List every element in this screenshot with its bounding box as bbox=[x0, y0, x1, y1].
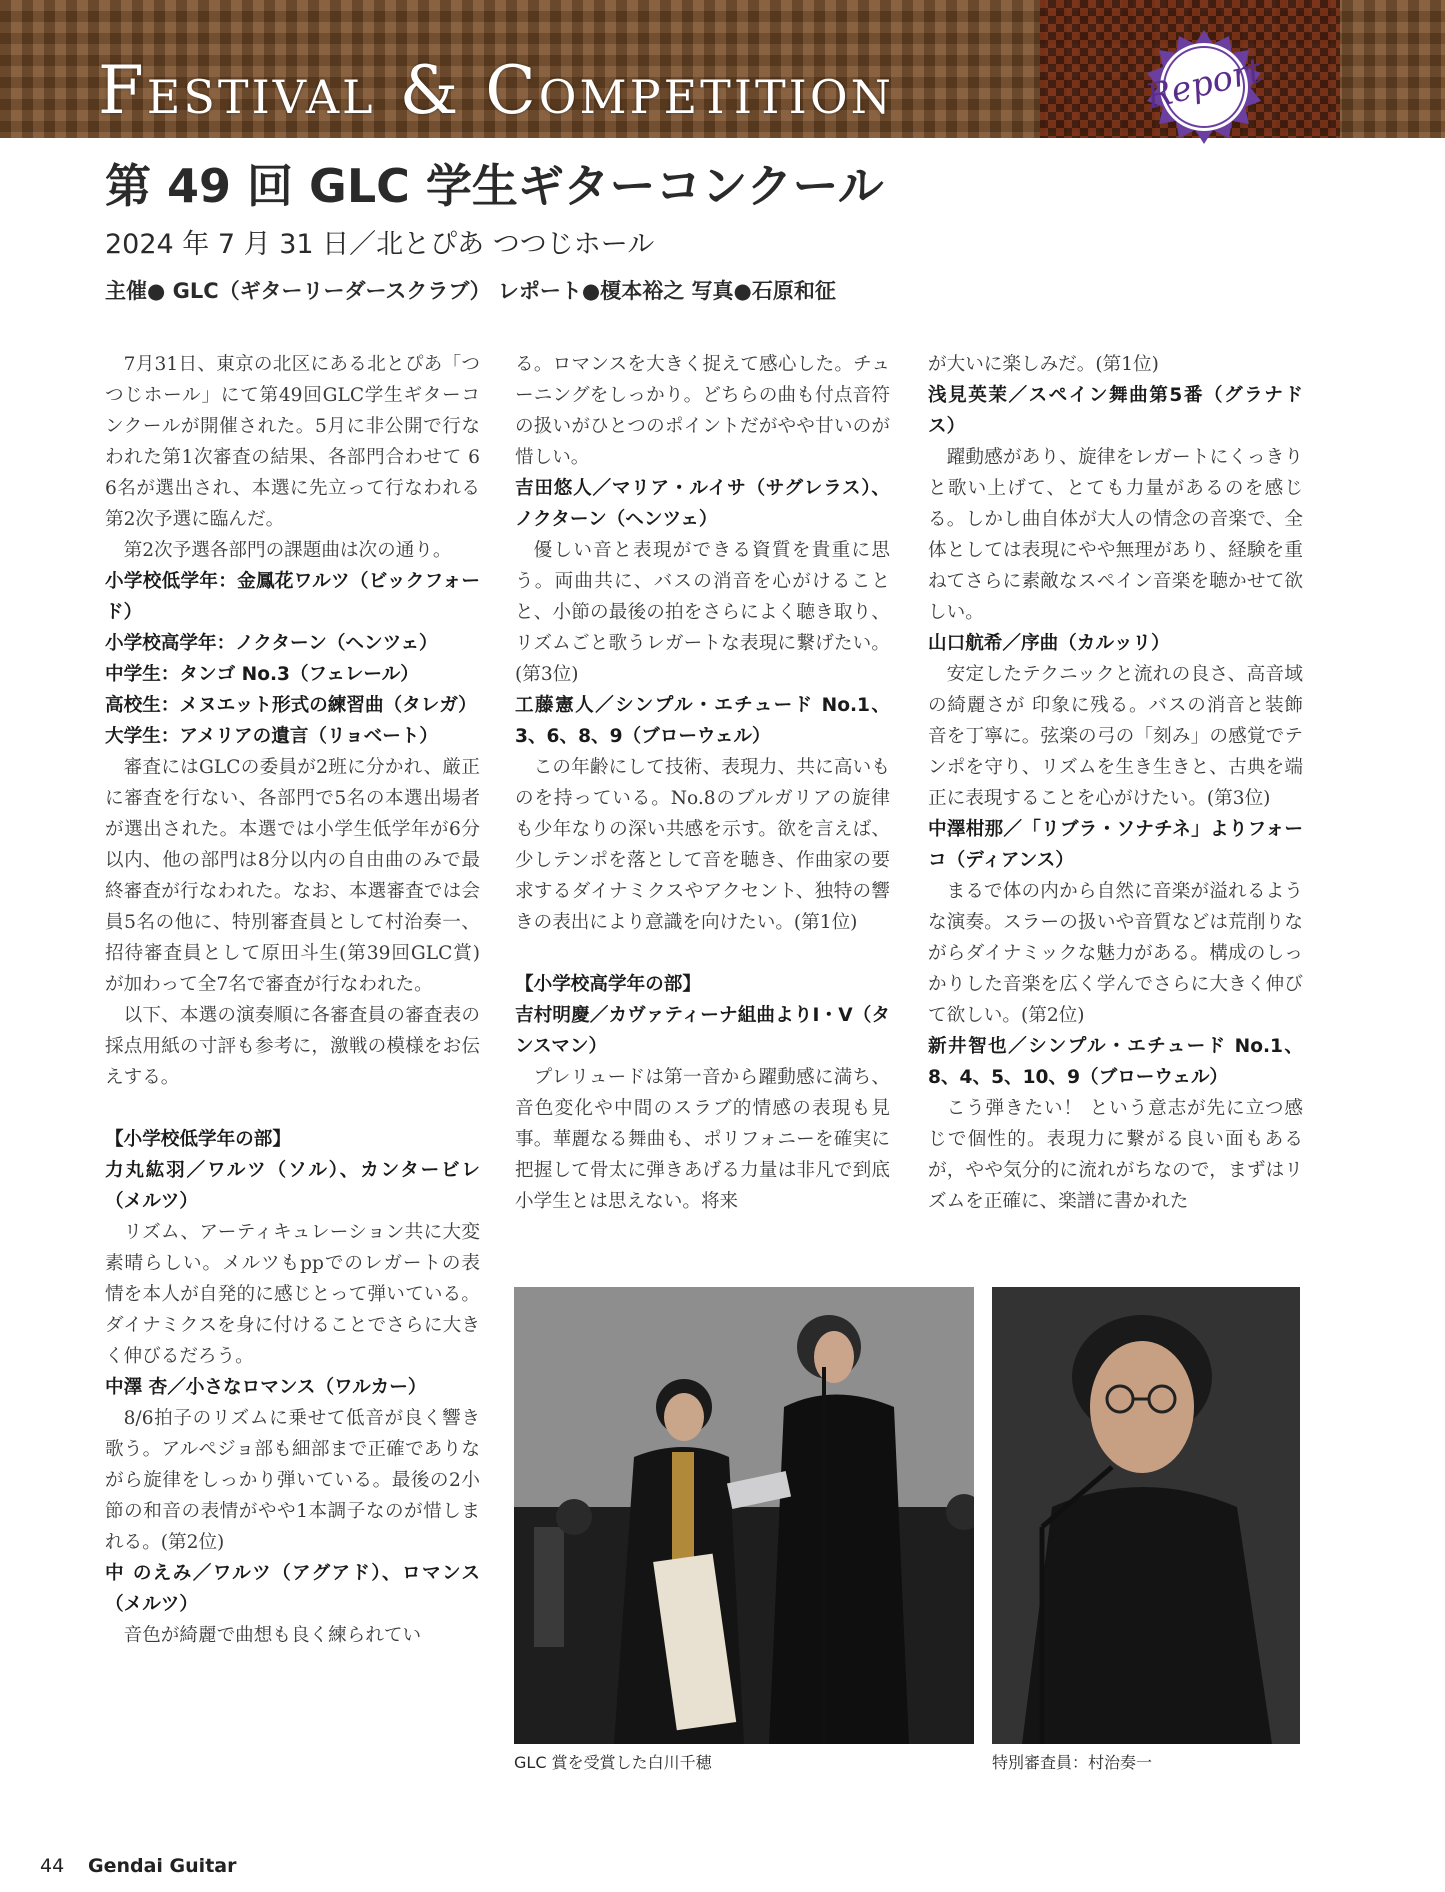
page-number: 44 bbox=[40, 1855, 65, 1877]
award-presentation-photo bbox=[514, 1287, 974, 1744]
seal-label: Report bbox=[1141, 50, 1267, 118]
entry-heading: 吉田悠人／マリア・ルイサ（サグレラス）、ノクターン（ヘンツェ） bbox=[515, 478, 890, 530]
entry-heading: 力丸紘羽／ワルツ（ソル）、カンタービレ（メルツ） bbox=[105, 1160, 480, 1212]
entry-heading: 新井智也／シンプル・エチュード No.1、8、4、5、10、9（ブローウェル） bbox=[928, 1036, 1303, 1088]
entry-heading: 中 のえみ／ワルツ（アグアド）、ロマンス（メルツ） bbox=[105, 1563, 480, 1615]
article-dateline: 2024 年 7 月 31 日／北とぴあ つつじホール bbox=[105, 229, 655, 260]
entry-review: まるで体の内から自然に音楽が溢れるような演奏。スラーの扱いや音質などは荒削りながらダイナミックな魅力がある。構成のしっかりした音楽を広く学んでさらに大きく伸びて欲しい。(第2位) bbox=[928, 881, 1303, 1026]
entry-review: この年齢にして技術、表現力、共に高いものを持っている。No.8のブルガリアの旋律も少年なりの深い共感を示す。欲を言えば、少しテンポを落として音を聴き、作曲家の要求するダイナミクスやアクセント、独特の響きの表出により意識を向けたい。(第1位) bbox=[515, 757, 890, 933]
entry-heading: 吉村明慶／カヴァティーナ組曲よりⅠ・Ⅴ（タンスマン） bbox=[515, 1005, 890, 1057]
text-column-2 bbox=[515, 349, 890, 1217]
header-banner bbox=[0, 0, 1445, 138]
set-piece: 小学校低学年：金鳳花ワルツ（ビックフォード） bbox=[105, 571, 480, 623]
entry-heading: 中澤 杏／小さなロマンス（ワルカー） bbox=[105, 1377, 427, 1398]
entry-review: リズム、アーティキュレーション共に大変素晴らしい。メルツもppでのレガートの表情を本人が自発的に感じとって弾いている。ダイナミクスを身に付けることでさらに大きく伸びるだろう。 bbox=[105, 1222, 480, 1367]
entry-heading: 工藤憲人／シンプル・エチュード No.1、3、6、8、9（ブローウェル） bbox=[515, 695, 890, 747]
set-piece: 高校生：メヌエット形式の練習曲（タレガ） bbox=[105, 695, 477, 716]
entry-review: 安定したテクニックと流れの良さ、高音域の綺麗さが 印象に残る。バスの消音と装飾音を丁寧に。弦楽の弓の「刻み」の感覚でテンポを守り、リズムを生き生きと、古典を端正に表現することを心がけたい。(第3位) bbox=[928, 664, 1303, 809]
entry-review: プレリュードは第一音から躍動感に満ち、音色変化や中間のスラブ的情感の表現も見事。華麗なる舞曲も、ポリフォニーを確実に把握して骨太に弾きあげる力量は非凡で到底小学生とは思えない。将来 bbox=[515, 1067, 890, 1212]
entry-review: 優しい音と表現ができる資質を貴重に思う。両曲共に、バスの消音を心がけることと、小節の最後の拍をさらによく聴き取り、リズムごと歌うレガートな表現に繋げたい。(第3位) bbox=[515, 540, 890, 685]
entry-heading: 浅見英茉／スペイン舞曲第5番（グラナドス） bbox=[928, 385, 1303, 437]
entry-review: 8/6拍子のリズムに乗せて低音が良く響き歌う。アルペジョ部も細部まで正確でありながら旋律をしっかり弾いている。最後の2小節の和音の表情がやや1本調子なのが惜しまれる。(第2位) bbox=[105, 1408, 480, 1553]
paragraph: 審査にはGLCの委員が2班に分かれ、厳正に審査を行ない、各部門で5名の本選出場者が選出された。本選では小学生低学年が6分以内、他の部門は8分以内の自由曲のみで最終審査が行なわれた。なお、本選審査では会員5名の他に、特別審査員として村治奏一、招待審査員として原田斗生(第39回GLC賞)が加わって全7名で審査が行なわれた。 bbox=[105, 757, 480, 995]
entry-review: 音色が綺麗で曲想も良く練られてい bbox=[123, 1625, 422, 1646]
judge-portrait-photo bbox=[992, 1287, 1300, 1744]
section-title: Festival & Competition bbox=[98, 52, 894, 129]
section-heading: 【小学校低学年の部】 bbox=[105, 1129, 291, 1150]
article-headline: 第 49 回 GLC 学生ギターコンクール bbox=[105, 159, 884, 213]
photo-caption: 特別審査員：村治奏一 bbox=[992, 1753, 1153, 1772]
report-seal bbox=[1141, 28, 1267, 146]
set-piece: 小学校高学年：ノクターン（ヘンツェ） bbox=[105, 633, 438, 654]
paragraph: 以下、本選の演奏順に各審査員の審査表の採点用紙の寸評も参考に，激戦の模様をお伝えする。 bbox=[105, 1005, 480, 1088]
set-piece: 大学生：アメリアの遺言（リョベート） bbox=[105, 726, 439, 747]
set-piece: 中学生：タンゴ No.3（フェレール） bbox=[105, 664, 419, 685]
paragraph: 7月31日、東京の北区にある北とぴあ「つつじホール」にて第49回GLC学生ギターコンクールが開催された。5月に非公開で行なわれた第1次審査の結果、各部門合わせて 66名が選出され、本選に先立って行なわれる第2次予選に臨んだ。 bbox=[105, 354, 480, 530]
entry-review: こう弾きたい！ という意志が先に立つ感じで個性的。表現力に繋がる良い面もあるが，やや気分的に流れがちなので，まずはリズムを正確に、楽譜に書かれた bbox=[928, 1098, 1303, 1212]
paragraph: 第2次予選各部門の課題曲は次の通り。 bbox=[123, 540, 452, 561]
photo-caption: GLC 賞を受賞した白川千穂 bbox=[514, 1753, 712, 1772]
magazine-name: Gendai Guitar bbox=[88, 1855, 237, 1877]
entry-review: 躍動感があり、旋律をレガートにくっきりと歌い上げて、とても力量があるのを感じる。しかし曲自体が大人の情念の音楽で、全体としては表現にやや無理があり、経験を重ねてさらに素敵なスペイン音楽を聴かせて欲しい。 bbox=[928, 447, 1303, 623]
text-column-1 bbox=[105, 349, 480, 1651]
paragraph: が大いに楽しみだ。(第1位) bbox=[928, 354, 1159, 375]
article-credits: 主催● GLC（ギターリーダースクラブ） レポート●榎本裕之 写真●石原和征 bbox=[105, 279, 836, 303]
paragraph: る。ロマンスを大きく捉えて感心した。チューニングをしっかり。どちらの曲も付点音符の扱いがひとつのポイントだがやや甘いのが惜しい。 bbox=[515, 354, 890, 468]
entry-heading: 山口航希／序曲（カルッリ） bbox=[928, 633, 1170, 654]
section-heading: 【小学校高学年の部】 bbox=[515, 974, 701, 995]
entry-heading: 中澤柑那／「リブラ・ソナチネ」よりフォーコ（ディアンス） bbox=[928, 819, 1303, 871]
text-column-3 bbox=[928, 349, 1303, 1217]
